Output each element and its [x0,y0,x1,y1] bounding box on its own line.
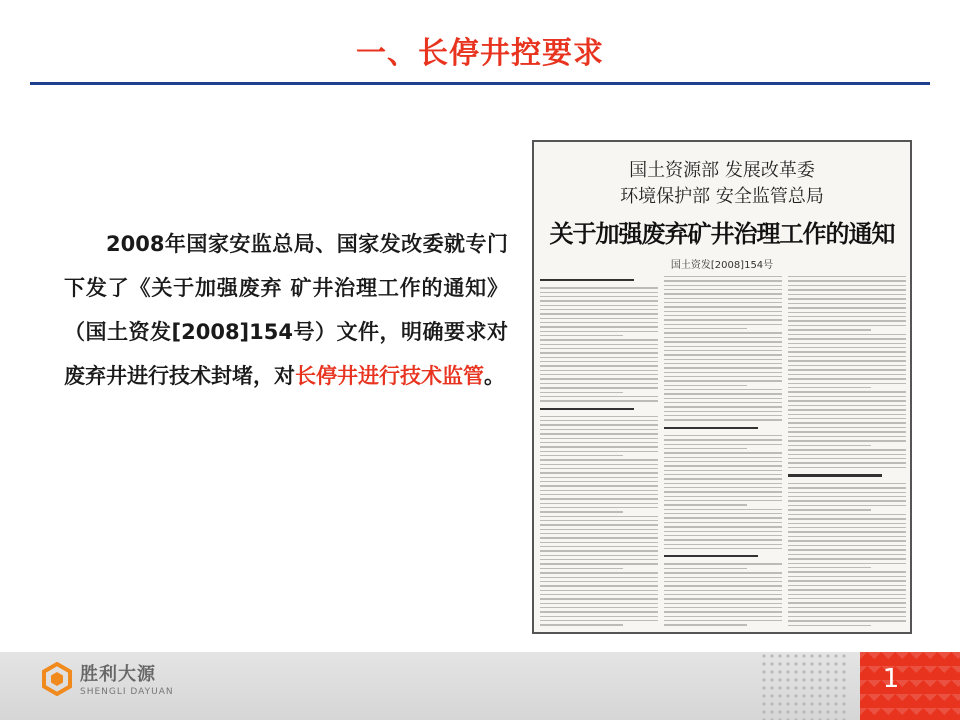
doc-text-line [540,446,658,447]
doc-text-line [664,376,782,377]
doc-text-line [540,546,658,547]
doc-text-line [664,461,782,462]
doc-text-line [540,507,658,508]
doc-text-line [664,328,747,329]
doc-text-line [540,616,658,617]
doc-text-line [788,487,906,488]
doc-text-line [788,620,906,621]
doc-text-line [540,322,658,323]
doc-text-line [664,585,782,586]
doc-text-line [788,338,906,339]
doc-text-line [664,513,782,514]
doc-text-line [664,306,782,307]
doc-text-line [664,474,782,475]
doc-text-line [540,481,658,482]
doc-text-line [664,367,782,368]
doc-text-line [788,540,906,541]
doc-text-line [664,389,782,390]
doc-text-line [664,380,782,381]
doc-header-line-2: 环境保护部 安全监管总局 [620,186,824,207]
doc-text-line [664,411,782,412]
doc-text-column [788,276,906,626]
doc-text-line [540,420,658,421]
doc-number: 国土资发[2008]154号 [670,260,774,271]
doc-text-line [788,602,906,603]
doc-text-line [540,585,658,586]
doc-text-line [788,462,906,463]
doc-text-line [540,524,658,525]
doc-text-line [664,607,782,608]
doc-text-line [664,402,782,403]
doc-text-line [664,563,782,564]
doc-text-line [664,439,782,440]
doc-text-line [788,549,906,550]
doc-text-line [540,416,658,417]
doc-text-line [664,315,782,316]
doc-text-line [540,464,658,465]
doc-text-line [540,533,658,534]
doc-text-line [788,594,906,595]
doc-text-line [664,555,758,557]
doc-text-line [540,572,658,573]
doc-text-line [788,378,906,379]
doc-text-line [540,451,658,452]
doc-text-line [664,539,782,540]
doc-text-line [788,523,906,524]
doc-text-line [540,511,623,512]
doc-text-line [540,485,658,486]
doc-header-line-1: 国土资源部 发展改革委 [629,160,815,181]
logo-hexagon-icon [40,662,74,696]
doc-text-line [664,620,782,621]
doc-text-line [664,598,782,599]
doc-text-line [540,603,658,604]
doc-text-line [540,361,658,362]
logo-name: 胜利大源 [80,664,156,685]
body-paragraph [64,222,508,398]
doc-text-line [664,526,782,527]
doc-text-line [664,457,782,458]
doc-text-line [540,400,658,401]
doc-text-line [540,438,658,439]
doc-text-column [664,276,782,626]
doc-text-line [664,435,782,436]
doc-text-line [788,383,906,384]
doc-text-line [788,387,871,388]
doc-text-line [540,503,658,504]
doc-text-line [788,414,906,415]
doc-text-line [664,548,782,549]
doc-text-line [540,387,658,388]
doc-text-line [664,496,782,497]
doc-text-column [540,276,658,626]
doc-text-line [788,374,906,375]
doc-text-line [788,347,906,348]
doc-text-line [664,341,782,342]
doc-text-line [540,279,634,281]
doc-text-line [540,305,658,306]
doc-text-line [664,298,782,299]
doc-text-line [788,514,906,515]
doc-text-line [664,572,782,573]
doc-text-line [664,531,782,532]
doc-text-line [664,363,782,364]
doc-text-line [664,504,747,505]
doc-text-line [788,496,906,497]
doc-text-line [540,396,658,397]
doc-text-line [540,370,658,371]
doc-text-line [540,490,658,491]
doc-text-line [788,589,906,590]
doc-text-line [788,567,871,568]
doc-text-line [788,431,906,432]
doc-text-line [540,620,658,621]
doc-text-line [788,365,906,366]
doc-text-line [664,594,782,595]
doc-text-line [788,351,906,352]
doc-text-line [788,467,906,468]
doc-text-line [664,337,782,338]
doc-text-line [664,624,747,625]
doc-text-line [664,359,782,360]
doc-text-line [788,396,906,397]
doc-text-line [664,393,782,394]
doc-text-line [664,616,782,617]
doc-text-line [540,352,658,353]
doc-text-line [664,372,782,373]
doc-text-line [664,522,782,523]
doc-text-line [540,374,658,375]
doc-text-line [540,287,658,288]
doc-text-line [540,516,658,517]
body-text-end: 。 [484,364,505,388]
doc-text-line [540,537,658,538]
doc-text-line [664,354,782,355]
company-logo [40,660,174,697]
doc-text-line [540,365,658,366]
doc-text-line [540,494,658,495]
doc-text-line [540,348,658,349]
doc-text-line [664,517,782,518]
doc-text-line [540,300,658,301]
doc-text-line [788,607,906,608]
doc-text-line [788,294,906,295]
title-divider [30,82,930,85]
doc-text-line [788,360,906,361]
doc-text-line [664,415,782,416]
doc-text-line [664,427,758,429]
doc-text-line [788,307,906,308]
doc-text-line [664,544,782,545]
doc-text-line [664,444,782,445]
doc-text-line [540,378,658,379]
doc-text-line [540,331,658,332]
doc-text-line [664,285,782,286]
body-text-highlight: 长停井进行技术监管 [295,364,484,388]
doc-text-line [540,326,658,327]
doc-text-line [664,500,782,501]
doc-text-line [788,492,906,493]
doc-text-line [540,408,634,410]
doc-text-line [540,520,658,521]
doc-text-line [664,276,782,277]
logo-english: SHENGLI DAYUAN [80,687,174,697]
doc-text-line [788,436,906,437]
doc-text-line [664,311,782,312]
doc-text-line [540,468,658,469]
doc-text-line [788,445,871,446]
doc-text-line [664,465,782,466]
doc-text-line [788,625,871,626]
doc-text-line [788,598,906,599]
doc-text-line [540,383,658,384]
doc-text-line [540,555,658,556]
doc-text-line [540,455,623,456]
doc-text-line [664,577,782,578]
doc-text-line [664,332,782,333]
doc-text-line [540,498,658,499]
doc-text-line [664,302,782,303]
doc-text-line [788,391,906,392]
doc-text-line [788,325,906,326]
doc-text-line [540,344,658,345]
doc-text-line [540,424,658,425]
doc-text-line [664,509,782,510]
doc-text-line [788,409,906,410]
doc-text-line [540,309,658,310]
doc-text-line [788,536,906,537]
doc-text-line [540,577,658,578]
doc-text-line [788,458,906,459]
doc-text-line [788,571,906,572]
doc-text-line [788,518,906,519]
doc-text-line [664,346,782,347]
doc-text-line [788,320,906,321]
doc-text-line [664,350,782,351]
page-number-box [860,652,960,720]
doc-text-line [540,624,623,625]
doc-text-line [664,535,782,536]
doc-text-line [540,313,658,314]
doc-text-line [540,357,658,358]
doc-text-line [540,568,623,569]
doc-text-line [788,440,906,441]
doc-text-line [540,318,658,319]
doc-text-line [788,474,882,476]
doc-text-line [788,500,906,501]
doc-text-line [540,459,658,460]
doc-text-line [788,505,906,506]
doc-text-line [788,289,906,290]
doc-text-line [788,418,906,419]
doc-text-line [540,559,658,560]
doc-text-line [664,289,782,290]
doc-text-line [540,442,658,443]
doc-text-line [540,429,658,430]
doc-text-line [788,334,906,335]
doc-text-line [664,581,782,582]
doc-text-line [540,550,658,551]
doc-text-line [788,563,906,564]
doc-text-line [664,452,782,453]
doc-text-line [788,427,906,428]
doc-text-line [788,509,871,510]
doc-text-line [788,316,906,317]
doc-text-line [664,611,782,612]
doc-text-line [788,483,906,484]
doc-text-line [540,594,658,595]
doc-text-line [788,576,906,577]
doc-text-line [788,329,871,330]
doc-text-line [664,603,782,604]
doc-text-line [788,616,906,617]
footer-dot-pattern [760,652,850,720]
doc-text-line [664,385,747,386]
doc-text-line [540,339,658,340]
slide-title: 一、长停井控要求 [356,36,604,71]
doc-text-line [540,433,658,434]
doc-text-line [788,554,906,555]
doc-text-line [788,580,906,581]
doc-text-line [664,324,782,325]
doc-text-line [540,392,623,393]
doc-text-line [664,448,747,449]
doc-text-line [540,581,658,582]
body-text-main: 2008年国家安监总局、国家发改委就专门下发了《关于加强废弃 矿井治理工作的通知》（国土资发[2008]154号）文件，明确要求对废弃井进行技术封堵，对 [64,232,508,388]
doc-text-line [664,487,782,488]
doc-text-line [788,405,906,406]
doc-text-line [788,285,906,286]
doc-text-line [664,280,782,281]
doc-text-line [540,611,658,612]
doc-text-line [540,607,658,608]
page-number: 1 [882,664,900,694]
doc-text-line [540,477,658,478]
doc-text-line [664,491,782,492]
doc-text-line [664,419,782,420]
doc-text-line [788,585,906,586]
doc-text-line [788,454,906,455]
doc-text-line [664,470,782,471]
doc-text-line [788,400,906,401]
doc-text-line [540,292,658,293]
doc-text-line [540,563,658,564]
doc-text-line [540,542,658,543]
doc-text-line [540,590,658,591]
doc-body-columns [540,276,906,626]
doc-text-line [540,529,658,530]
doc-text-line [664,483,782,484]
doc-main-title: 关于加强废弃矿井治理工作的通知 [549,219,895,248]
doc-text-line [664,398,782,399]
doc-text-line [788,545,906,546]
document-scan-image [532,140,912,634]
doc-text-line [788,449,906,450]
doc-text-line [788,527,906,528]
doc-text-line [788,303,906,304]
doc-text-line [788,276,906,277]
doc-text-line [788,298,906,299]
doc-text-line [788,531,906,532]
doc-text-line [788,611,906,612]
doc-text-line [540,296,658,297]
doc-text-line [540,472,658,473]
doc-text-line [788,558,906,559]
doc-text-line [788,280,906,281]
doc-text-line [664,406,782,407]
doc-text-line [664,293,782,294]
doc-text-line [788,356,906,357]
doc-text-line [788,369,906,370]
doc-text-line [664,590,782,591]
doc-text-line [788,422,906,423]
doc-text-line [664,478,782,479]
doc-text-line [664,568,747,569]
doc-text-line [788,343,906,344]
doc-text-line [788,312,906,313]
doc-text-line [664,319,782,320]
doc-text-line [540,335,623,336]
doc-text-line [540,598,658,599]
